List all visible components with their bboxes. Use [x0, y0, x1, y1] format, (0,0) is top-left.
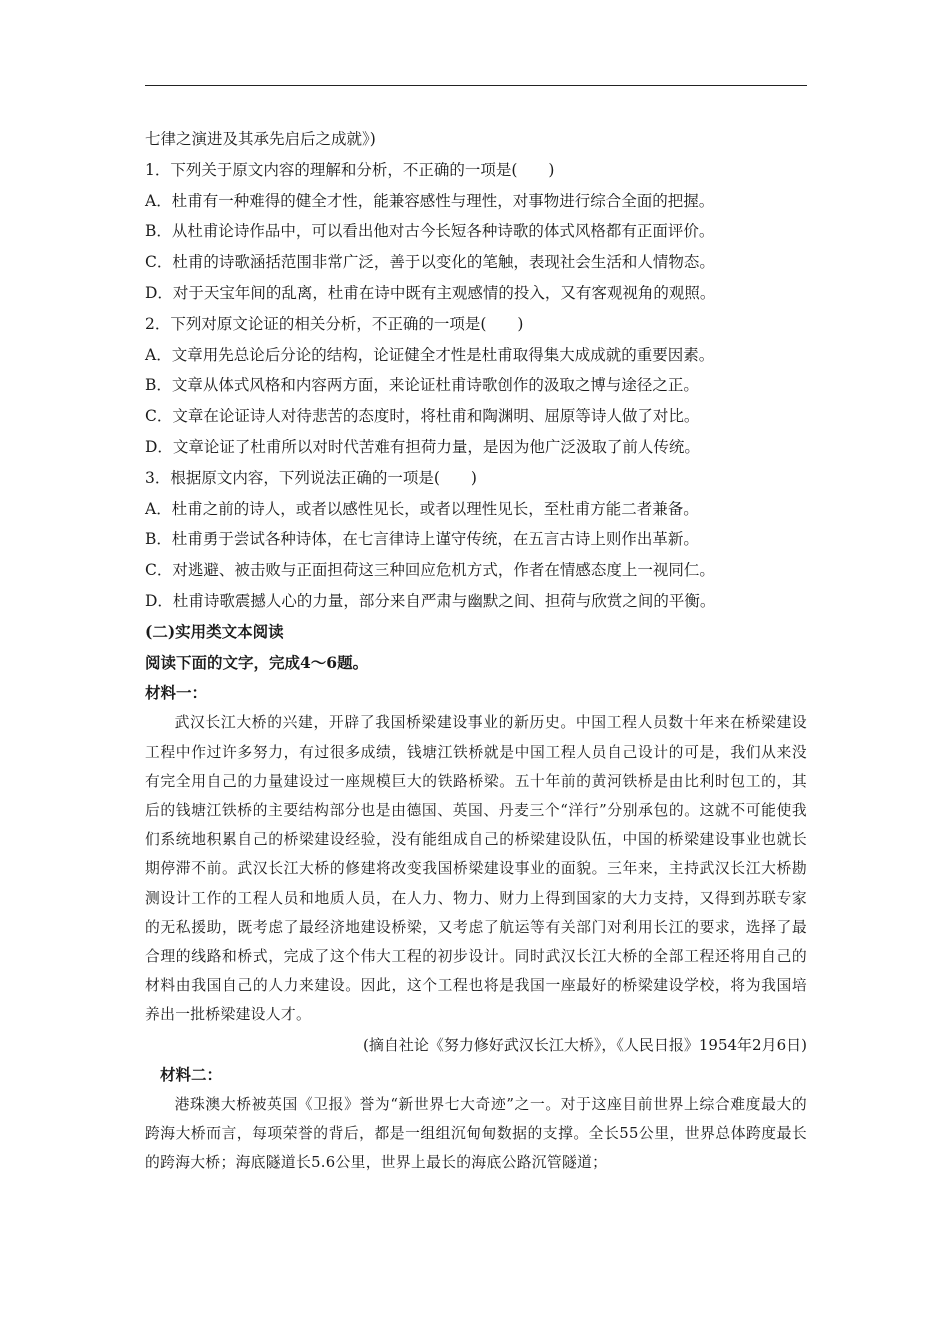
material-1-paragraph: 武汉长江大桥的兴建，开辟了我国桥梁建设事业的新历史。中国工程人员数十年来在桥梁建设工程中作过许多努力，有过很多成绩，钱塘江铁桥就是中国工程人员自己设计的可是，我们从来没有完全用自己的力量建设过一座规模巨大的铁路桥梁。五十年前的黄河铁桥是由比利时包工的，其后的钱塘江铁桥的主要结构部分也是由德国、英国、丹麦三个“洋行”分别承包的。这就不可能使我们系统地积累自己的桥梁建设经验，没有能组成自己的桥梁建设队伍，中国的桥梁建设事业也就长期停滞不前。武汉长江大桥的修建将改变我国桥梁建设事业的面貌。三年来，主持武汉长江大桥勘测设计工作的工程人员和地质人员，在人力、物力、财力上得到国家的大力支持，又得到苏联专家的无私援助，既考虑了最经济地建设桥梁，又考虑了航运等有关部门对利用长江的要求，选择了最合理的线路和桥式，完成了这个伟大工程的初步设计。同时武汉长江大桥的全部工程还将用自己的材料由我国自己的人力来建设。因此，这个工程也将是我国一座最好的桥梁建设学校，将为我国培养出一批桥梁建设人才。: [145, 714, 807, 1024]
material-2-paragraph: 港珠澳大桥被英国《卫报》誉为“新世界七大奇迹”之一。对于这座目前世界上综合难度最大的跨海大桥而言，每项荣誉的背后，都是一组组沉甸甸数据的支撑。全长55公里，世界总体跨度最长的跨海大桥；海底隧道长5.6公里，世界上最长的海底公路沉管隧道；: [145, 1095, 807, 1171]
option-1c: C．杜甫的诗歌涵括范围非常广泛，善于以变化的笔触，表现社会生活和人情物态。: [145, 253, 715, 272]
option-1a: A．杜甫有一种难得的健全才性，能兼容感性与理性，对事物进行综合全面的把握。: [145, 191, 715, 210]
option-3a: A．杜甫之前的诗人，或者以感性见长，或者以理性见长，至杜甫方能二者兼备。: [145, 499, 699, 518]
option-2d: D．文章论证了杜甫所以对时代苦难有担荷力量，是因为他广泛汲取了前人传统。: [145, 437, 700, 456]
text-line: 七律之演进及其承先启后之成就》): [145, 130, 376, 148]
question-2: 2．下列对原文论证的相关分析，不正确的一项是( ): [145, 314, 524, 333]
option-1d: D．对于天宝年间的乱离，杜甫在诗中既有主观感情的投入，又有客观视角的观照。: [145, 283, 716, 302]
header-rule: [145, 85, 807, 86]
instruction: 阅读下面的文字，完成4～6题。: [145, 652, 369, 672]
material-1-title: 材料一：: [145, 683, 208, 703]
section-heading: (二)实用类文本阅读: [145, 621, 284, 641]
question-3: 3．根据原文内容，下列说法正确的一项是( ): [145, 468, 477, 487]
option-2a: A．文章用先总论后分论的结构，论证健全才性是杜甫取得集大成成就的重要因素。: [145, 345, 715, 364]
option-2c: C．文章在论证诗人对待悲苦的态度时，将杜甫和陶渊明、屈原等诗人做了对比。: [145, 407, 700, 426]
option-3b: B．杜甫勇于尝试各种诗体，在七言律诗上谨守传统，在五言古诗上则作出革新。: [145, 530, 699, 549]
material-1-source: (摘自社论《努力修好武汉长江大桥》，《人民日报》1954年2月6日): [363, 1035, 807, 1054]
document-body: [145, 124, 807, 1177]
material-2-title: 材料二：: [160, 1064, 223, 1084]
option-3c: C．对逃避、被击败与正面担荷这三种回应危机方式，作者在情感态度上一视同仁。: [145, 561, 715, 580]
option-3d: D．杜甫诗歌震撼人心的力量，部分来自严肃与幽默之间、担荷与欣赏之间的平衡。: [145, 591, 716, 610]
option-2b: B．文章从体式风格和内容两方面，来论证杜甫诗歌创作的汲取之博与途径之正。: [145, 376, 699, 395]
option-1b: B．从杜甫论诗作品中，可以看出他对古今长短各种诗歌的体式风格都有正面评价。: [145, 222, 715, 241]
question-1: 1．下列关于原文内容的理解和分析，不正确的一项是( ): [145, 160, 555, 179]
